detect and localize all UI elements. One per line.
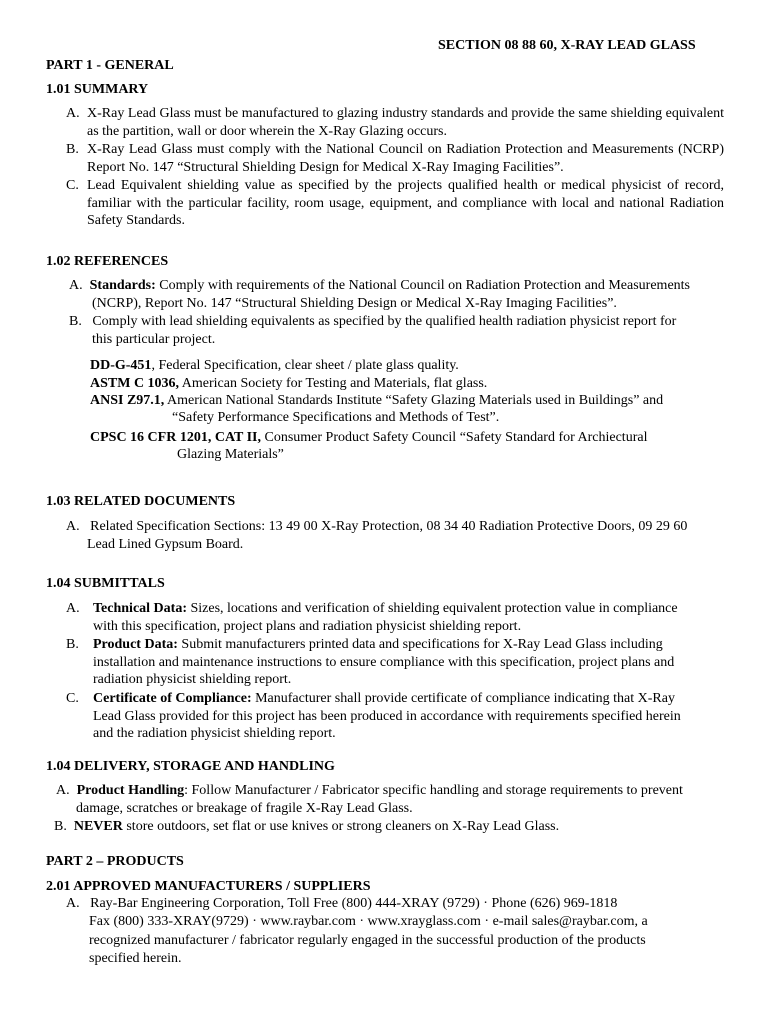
reference-ansi (90, 392, 663, 410)
reference-code: DD-G-451 (90, 358, 152, 373)
reference-text: American Society for Testing and Materials, flat glass. (179, 376, 488, 391)
item-label: A. (66, 106, 80, 121)
references-item-a-cont: (NCRP), Report No. 147 “Structural Shielding Design or Medical X-Ray Imaging Facilities”. (92, 296, 617, 311)
reference-ansi-cont: “Safety Performance Specifications and Methods of Test”. (172, 410, 500, 425)
reference-cpsc-cont: Glazing Materials” (177, 447, 284, 462)
reference-code: ANSI Z97.1, (90, 393, 165, 408)
item-text: X-Ray Lead Glass must comply with the National Council on Radiation Protection and Measurements (NCRP) Report No. 147 “Structural Shielding Design for Medical X-Ray Imaging Facilities”. (87, 142, 724, 175)
summary-heading: 1.01 SUMMARY (46, 82, 149, 97)
reference-text: , Federal Specification, clear sheet / plate glass quality. (151, 358, 459, 373)
item-label: C. (66, 178, 79, 193)
delivery-heading: 1.04 DELIVERY, STORAGE AND HANDLING (46, 759, 335, 774)
product-data-label: Product Data: (93, 637, 178, 652)
manufacturers-item-a-line2: Fax (800) 333-XRAY(9729) · www.raybar.com · www.xrayglass.com · e-mail sales@raybar.com, a (89, 914, 648, 929)
item-label: B. (69, 314, 82, 329)
delivery-item-a-cont: damage, scratches or breakage of fragile X-Ray Lead Glass. (76, 801, 413, 816)
part1-heading: PART 1 - GENERAL (46, 58, 174, 73)
submittals-item-c (66, 690, 79, 708)
reference-text: Consumer Product Safety Council “Safety Standard for Archiectural (261, 430, 648, 445)
references-heading: 1.02 REFERENCES (46, 254, 169, 269)
references-item-b-cont: this particular project. (92, 332, 216, 347)
summary-item-b (66, 141, 724, 176)
item-text: : Follow Manufacturer / Fabricator specific handling and storage requirements to prevent (184, 783, 683, 798)
item-text: Sizes, locations and verification of shielding equivalent protection value in compliance (186, 601, 678, 616)
product-handling-label: Product Handling (76, 783, 185, 798)
item-text: Related Specification Sections: 13 49 00 X-Ray Protection, 08 34 40 Radiation Protective Doors, 09 29 60 (90, 519, 688, 534)
summary-item-a (66, 105, 724, 140)
item-label: C. (66, 691, 79, 706)
reference-astm (90, 375, 487, 393)
submittals-item-b-line1 (93, 636, 663, 654)
reference-text: American National Standards Institute “Safety Glazing Materials used in Buildings” and (164, 393, 664, 408)
section-title: SECTION 08 88 60, X-RAY LEAD GLASS (438, 38, 696, 53)
item-label: B. (66, 637, 79, 652)
delivery-item-b (54, 818, 559, 836)
references-item-a (69, 277, 690, 295)
item-label: A. (56, 783, 70, 798)
item-text: Submit manufacturers printed data and specifications for X-Ray Lead Glass including (177, 637, 663, 652)
technical-data-label: Technical Data: (93, 601, 187, 616)
reference-dd-g-451 (90, 357, 459, 375)
manufacturers-item-a (66, 895, 617, 913)
reference-code: CPSC 16 CFR 1201, CAT II, (90, 430, 261, 445)
item-text: Comply with requirements of the National Council on Radiation Protection and Measurements (155, 278, 690, 293)
submittals-item-c-line1 (93, 690, 675, 708)
submittals-item-b-line3: radiation physicist shielding report. (93, 672, 292, 687)
related-documents-heading: 1.03 RELATED DOCUMENTS (46, 494, 236, 509)
manufacturers-item-a-line3: recognized manufacturer / fabricator regularly engaged in the successful production of the products (89, 933, 646, 948)
item-label: B. (54, 819, 67, 834)
item-text: store outdoors, set flat or use knives or strong cleaners on X-Ray Lead Glass. (122, 819, 560, 834)
item-label: B. (66, 142, 79, 157)
references-item-b (69, 313, 676, 331)
item-label: A. (66, 519, 80, 534)
summary-item-c (66, 177, 724, 230)
item-text: X-Ray Lead Glass must be manufactured to glazing industry standards and provide the same shielding equivalent as the partition, wall or door wherein the X-Ray Glazing occurs. (87, 106, 724, 139)
item-label: A. (66, 896, 80, 911)
reference-cpsc (90, 429, 647, 447)
item-text: Lead Equivalent shielding value as specified by the projects qualified health or medical physicist of record, familiar with the particular facility, room usage, equipment, and compliance with local and national Radiation Safety Standards. (87, 178, 724, 228)
submittals-item-b-line2: installation and maintenance instructions to ensure compliance with this specification, project plans and (93, 655, 675, 670)
item-text: Comply with lead shielding equivalents as specified by the qualified health radiation physicist report for (92, 314, 677, 329)
related-documents-item-a-cont: Lead Lined Gypsum Board. (87, 537, 244, 552)
manufacturers-heading: 2.01 APPROVED MANUFACTURERS / SUPPLIERS (46, 879, 371, 894)
submittals-item-a (66, 600, 80, 618)
item-label: A. (66, 601, 80, 616)
submittals-heading: 1.04 SUBMITTALS (46, 576, 165, 591)
submittals-item-c-line3: and the radiation physicist shielding report. (93, 726, 336, 741)
standards-label: Standards: (89, 278, 156, 293)
never-label: NEVER (73, 819, 123, 834)
manufacturers-item-a-line4: specified herein. (89, 951, 182, 966)
certificate-label: Certificate of Compliance: (93, 691, 252, 706)
submittals-item-a-line2: with this specification, project plans and radiation physicist shielding report. (93, 619, 522, 634)
submittals-item-c-line2: Lead Glass provided for this project has been produced in accordance with requirements specified herein (93, 709, 681, 724)
reference-code: ASTM C 1036, (90, 376, 180, 391)
related-documents-item-a (66, 518, 687, 536)
delivery-item-a (56, 782, 683, 800)
submittals-item-b (66, 636, 79, 654)
part2-heading: PART 2 – PRODUCTS (46, 854, 184, 869)
item-text: Manufacturer shall provide certificate of compliance indicating that X-Ray (251, 691, 675, 706)
item-text: Ray-Bar Engineering Corporation, Toll Free (800) 444-XRAY (9729) · Phone (626) 969-1818 (90, 896, 618, 911)
submittals-item-a-line1 (93, 600, 678, 618)
item-label: A. (69, 278, 83, 293)
